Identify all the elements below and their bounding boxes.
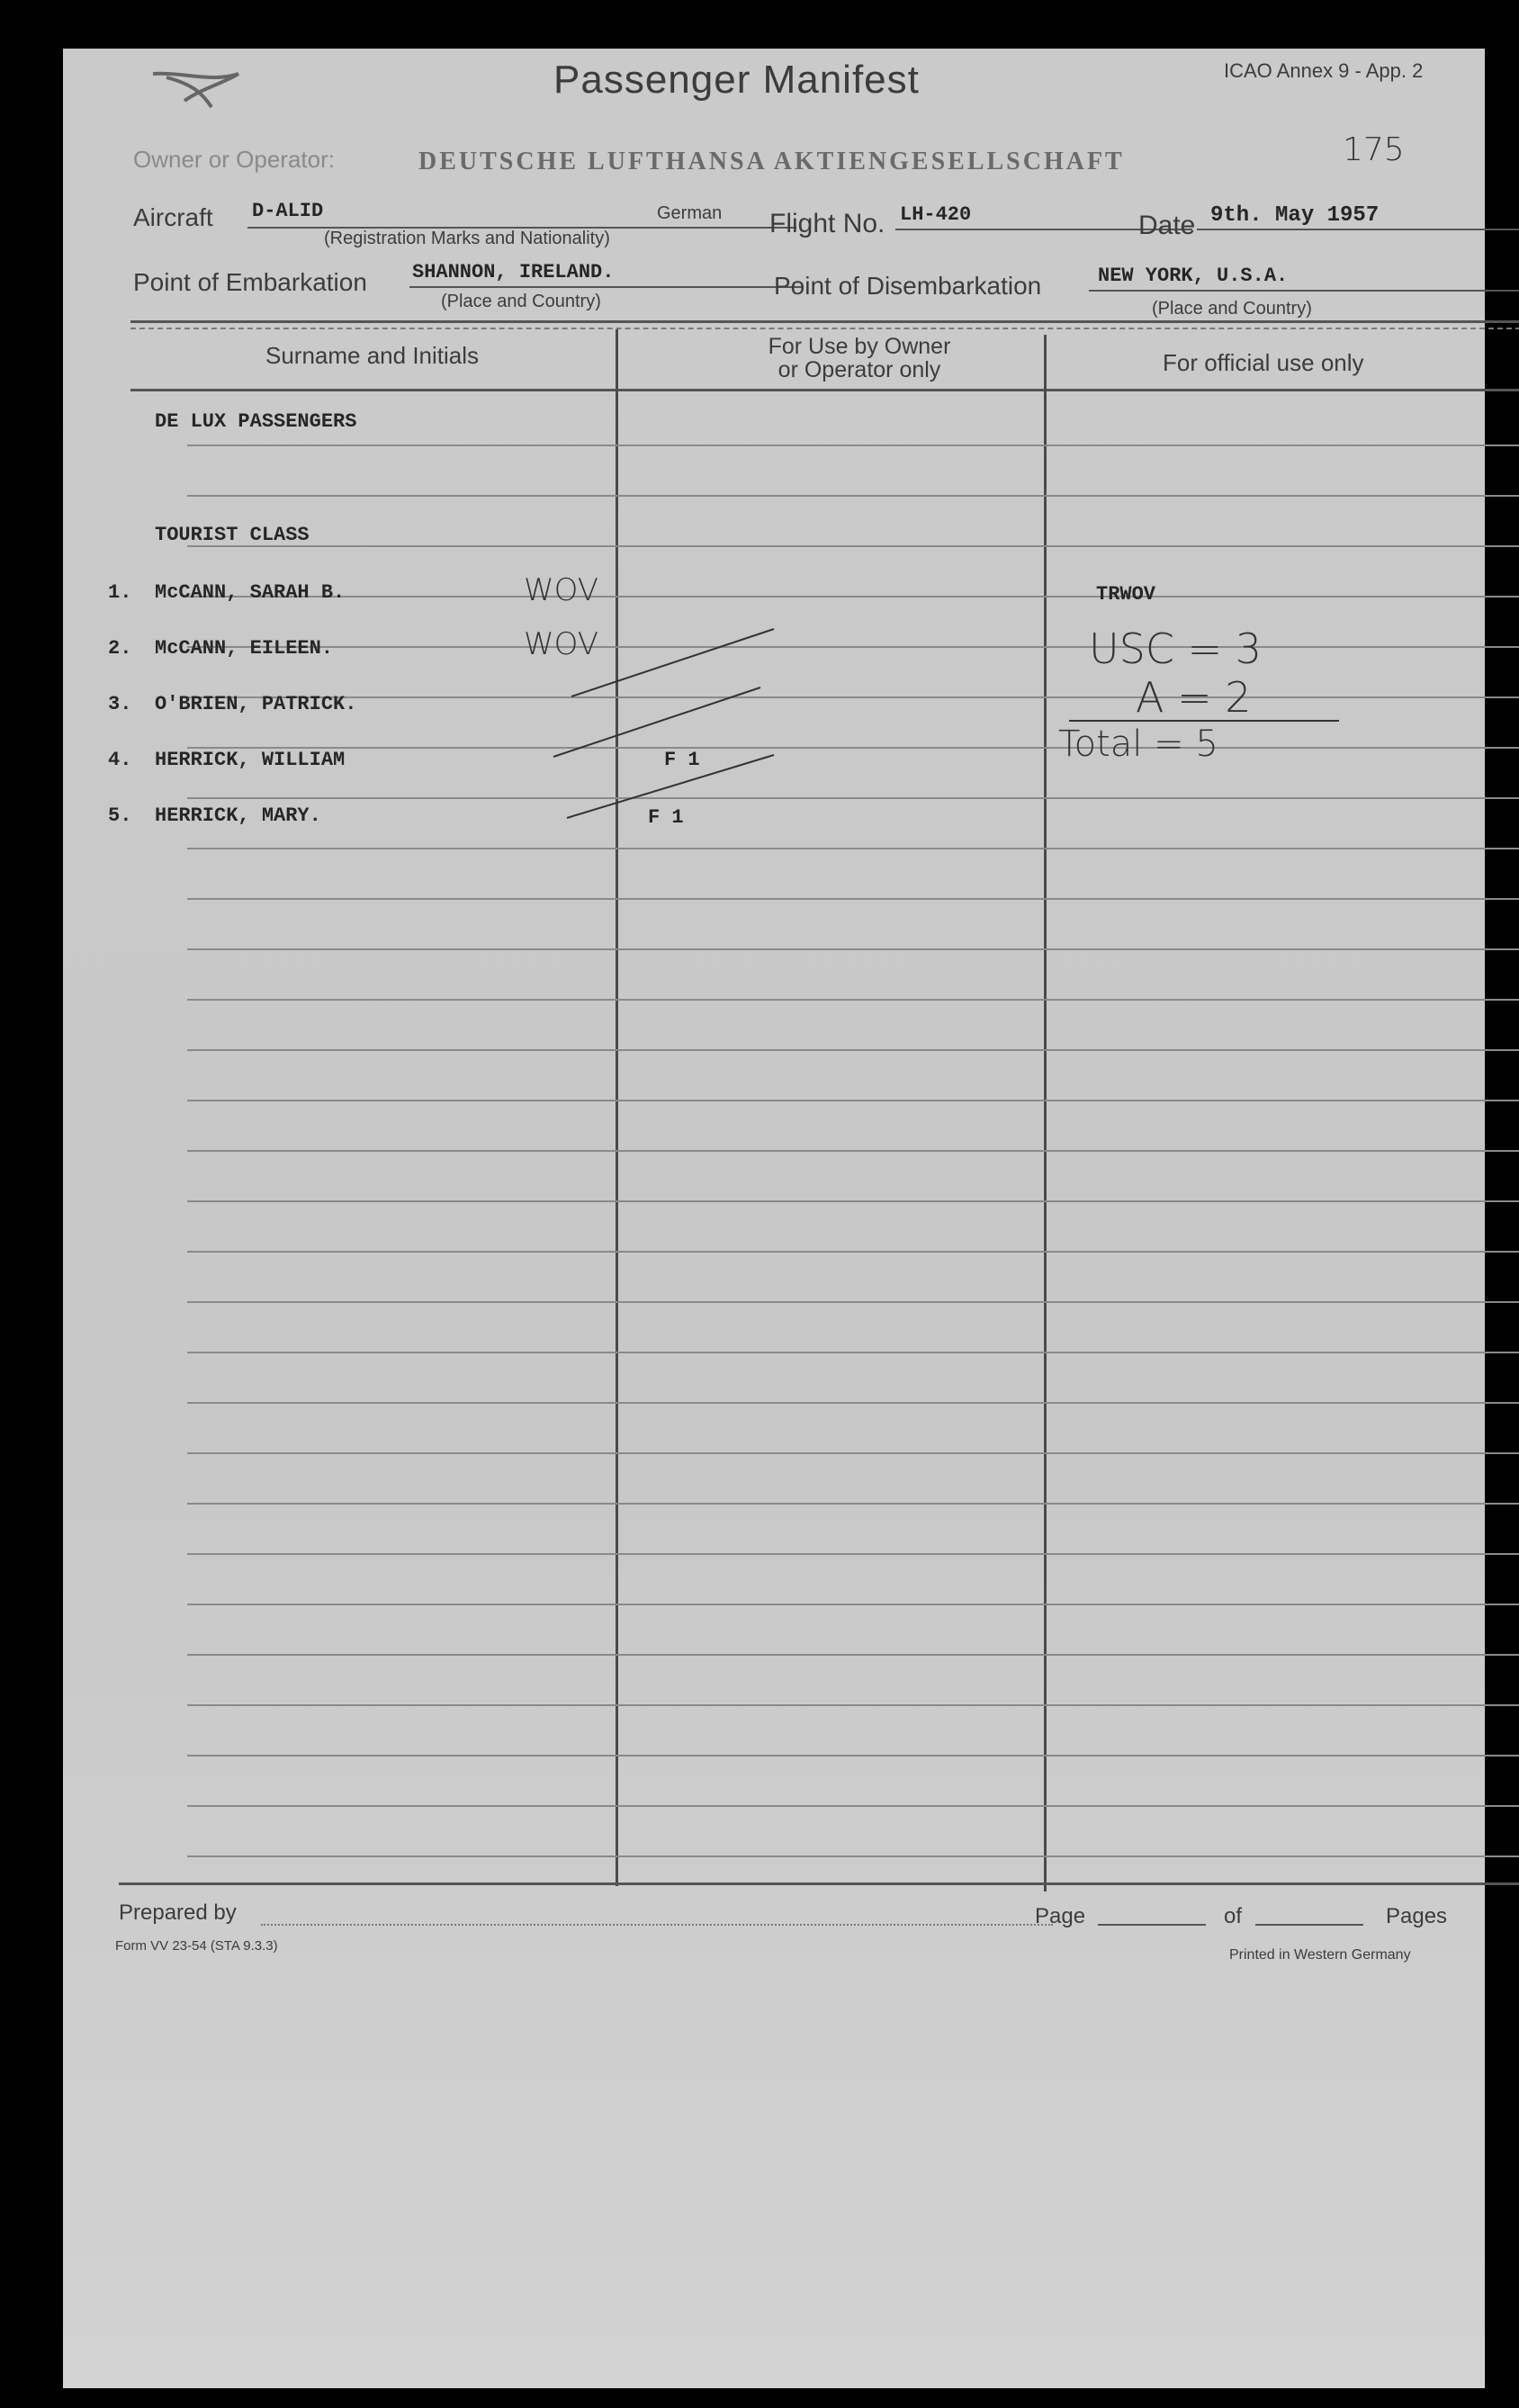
registration-caption: (Registration Marks and Nationality) — [324, 229, 610, 248]
prepared-by-label: Prepared by — [119, 1900, 237, 1925]
column-official: For official use only — [1163, 349, 1364, 376]
flight-value: LH-420 — [900, 203, 972, 226]
disembarkation-caption: (Place and Country) — [1152, 299, 1312, 319]
page-label: Page — [1035, 1904, 1086, 1928]
column-surname: Surname and Initials — [265, 342, 480, 369]
passenger-2-num: 2. — [108, 637, 132, 660]
pages-label: Pages — [1386, 1904, 1448, 1928]
owner-label: Owner or Operator: — [133, 146, 335, 173]
icao-annex-label: ICAO Annex 9 - App. 2 — [1224, 59, 1424, 82]
section-tourist: TOURIST CLASS — [155, 524, 310, 546]
flight-label: Flight No. — [769, 209, 885, 238]
printed-in-label: Printed in Western Germany — [1229, 1947, 1411, 1963]
official-total: Total = 5 — [1058, 723, 1218, 765]
aircraft-value: D-ALID — [252, 200, 324, 222]
handwritten-slash-marks — [63, 49, 1143, 948]
passenger-5-name: HERRICK, MARY. — [155, 804, 321, 827]
manifest-sheet — [63, 49, 1485, 2388]
column-owner-use-line2: or Operator only — [777, 357, 941, 382]
column-owner-use-line1: For Use by Owner — [768, 334, 951, 359]
official-total-rule — [1069, 720, 1339, 722]
passenger-4-owner-use: F 1 — [664, 749, 700, 771]
aircraft-label: Aircraft — [133, 203, 213, 231]
owner-value: DEUTSCHE LUFTHANSA AKTIENGESELLSCHAFT — [418, 148, 1125, 175]
passenger-1-name: McCANN, SARAH B. — [155, 581, 346, 604]
date-label: Date — [1138, 211, 1196, 240]
passenger-3-num: 3. — [108, 693, 132, 715]
passenger-4-name: HERRICK, WILLIAM — [155, 749, 346, 771]
embarkation-value: SHANNON, IRELAND. — [412, 261, 615, 283]
official-a-count: A = 2 — [1136, 673, 1252, 722]
passenger-2-mark: WOV — [524, 626, 599, 662]
disembarkation-value: NEW YORK, U.S.A. — [1098, 265, 1289, 287]
official-stamp: TRWOV — [1096, 583, 1156, 606]
form-title: Passenger Manifest — [553, 58, 920, 102]
date-value: 9th. May 1957 — [1210, 203, 1380, 228]
passenger-1-num: 1. — [108, 581, 132, 604]
passenger-5-owner-use: F 1 — [648, 806, 684, 829]
passenger-5-num: 5. — [108, 804, 132, 827]
passenger-2-name: McCANN, EILEEN. — [155, 637, 334, 660]
official-usc-count: USC = 3 — [1089, 624, 1263, 673]
of-label: of — [1224, 1904, 1243, 1928]
passenger-3-name: O'BRIEN, PATRICK. — [155, 693, 357, 715]
embarkation-label: Point of Embarkation — [133, 268, 367, 296]
disembarkation-label: Point of Disembarkation — [774, 272, 1042, 300]
passenger-1-mark: WOV — [524, 572, 599, 608]
section-deluxe: DE LUX PASSENGERS — [155, 410, 357, 433]
manifest-number: 175 — [1343, 131, 1405, 168]
embarkation-caption: (Place and Country) — [441, 292, 601, 311]
form-number: Form VV 23-54 (STA 9.3.3) — [115, 1938, 278, 1954]
nationality-value: German — [657, 203, 723, 223]
passenger-4-num: 4. — [108, 749, 132, 771]
